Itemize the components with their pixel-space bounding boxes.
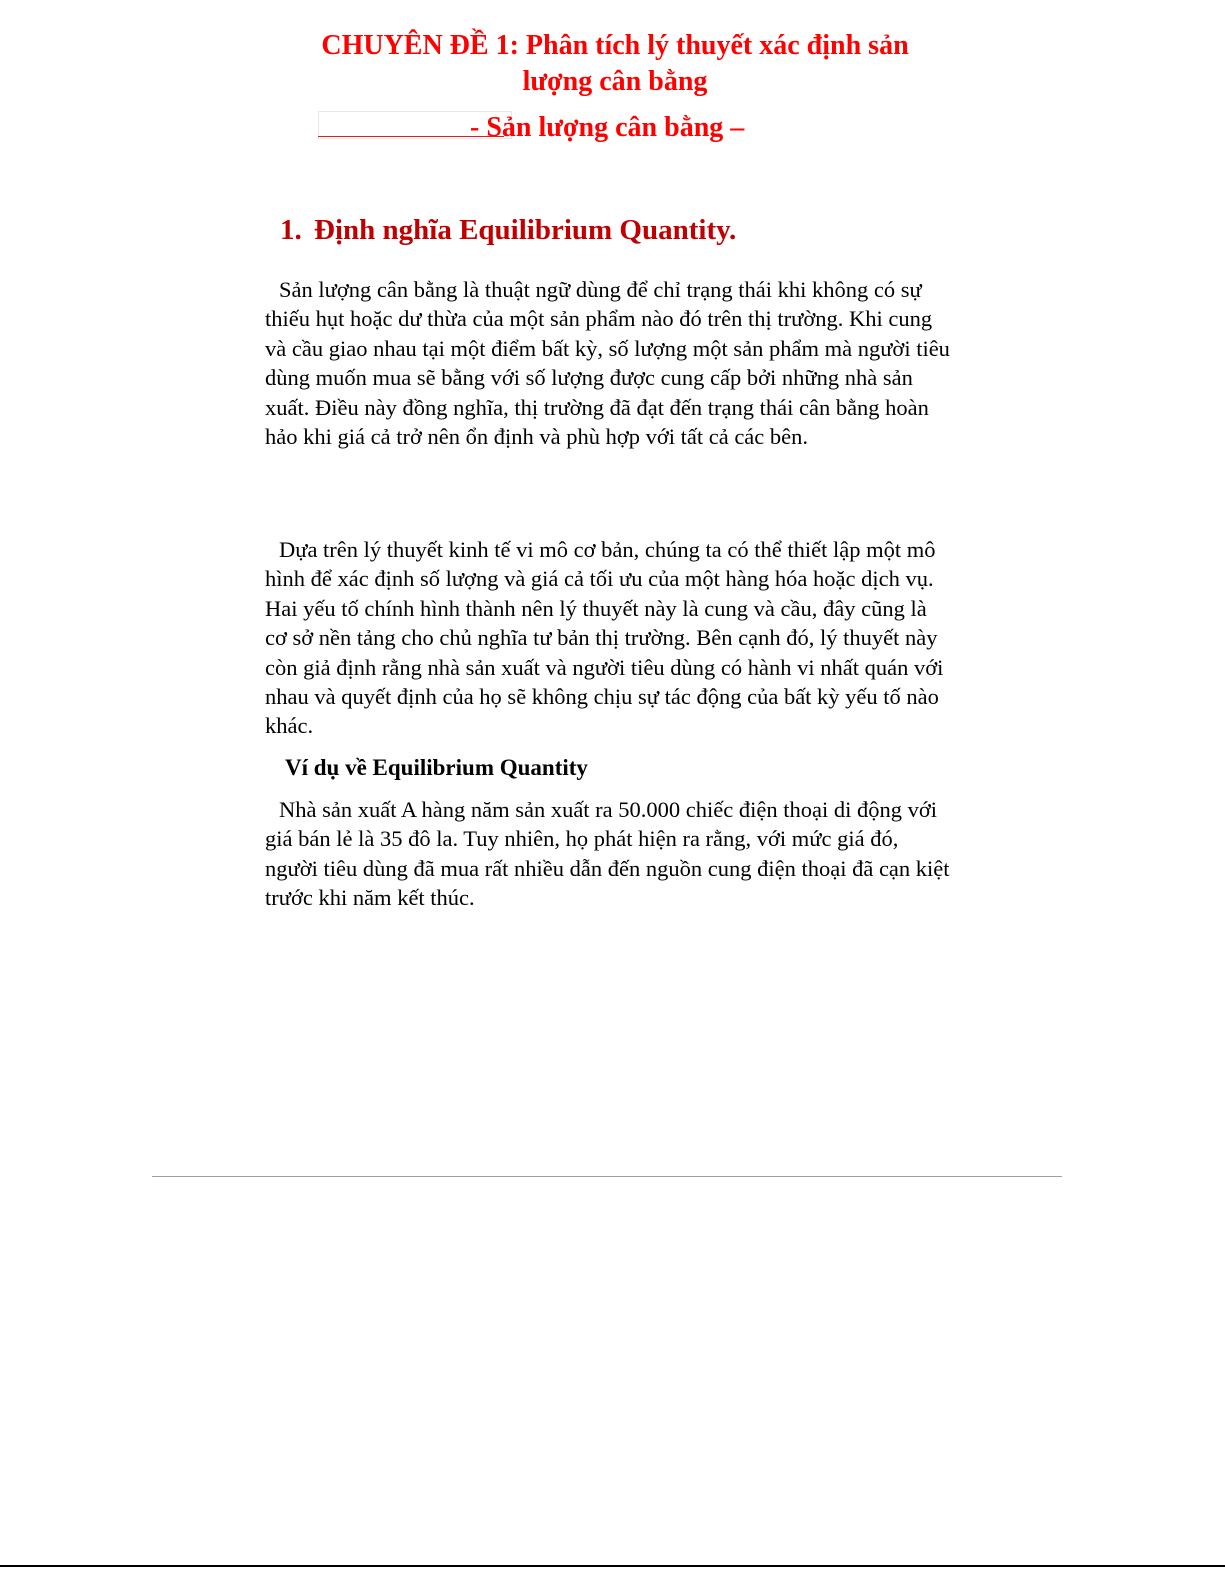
section-heading-text: Định nghĩa Equilibrium Quantity.: [314, 214, 737, 246]
document-title: CHUYÊN ĐỀ 1: Phân tích lý thuyết xác định sản lượng cân bằng: [321, 30, 909, 97]
section-heading-1: [280, 210, 736, 250]
page-bottom-edge: [0, 1565, 1225, 1567]
paragraph-definition: Sản lượng cân bằng là thuật ngữ dùng để chỉ trạng thái khi không có sự thiếu hụt hoặc dư thừa của một sản phẩm nào đó trên thị trường. Khi cung và cầu giao nhau tại một điểm bất kỳ, số lượng một sản phẩm mà người tiêu dùng muốn mua sẽ bằng với số lượng được cung cấp bởi những nhà sản xuất. Điều này đồng nghĩa, thị trường đã đạt đến trạng thái cân bằng hoàn hảo khi giá cả trở nên ổn định và phù hợp với tất cả các bên.: [265, 277, 950, 450]
section-number: 1.: [280, 214, 302, 246]
example-heading: Ví dụ về Equilibrium Quantity: [285, 755, 588, 780]
page-divider: [152, 1176, 1062, 1177]
document-subtitle: - Sản lượng cân bằng –: [470, 112, 745, 143]
paragraph-example: Nhà sản xuất A hàng năm sản xuất ra 50.000 chiếc điện thoại di động với giá bán lẻ là 35 đô la. Tuy nhiên, họ phát hiện ra rằng, với mức giá đó, người tiêu dùng đã mua rất nhiều dẫn đến nguồn cung điện thoại đã cạn kiệt trước khi năm kết thúc.: [265, 797, 950, 911]
subtitle-underline: [318, 136, 504, 137]
subtitle-block: [318, 110, 818, 146]
paragraph-theory: Dựa trên lý thuyết kinh tế vi mô cơ bản, chúng ta có thể thiết lập một mô hình để xác định số lượng và giá cả tối ưu của một hàng hóa hoặc dịch vụ. Hai yếu tố chính hình thành nên lý thuyết này là cung và cầu, đây cũng là cơ sở nền tảng cho chủ nghĩa tư bản thị trường. Bên cạnh đó, lý thuyết này còn giả định rằng nhà sản xuất và người tiêu dùng có hành vi nhất quán với nhau và quyết định của họ sẽ không chịu sự tác động của bất kỳ yếu tố nào khác.: [265, 537, 944, 739]
